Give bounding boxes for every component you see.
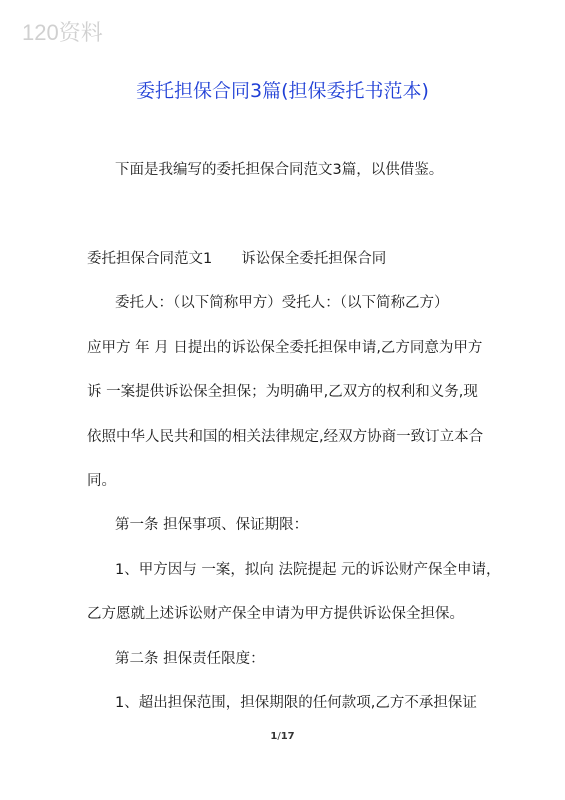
paragraph-line: 1、甲方因与 一案，拟向 法院提起 元的诉讼财产保全申请， bbox=[115, 562, 501, 578]
page-total: 17 bbox=[280, 731, 295, 742]
article-heading: 第一条 担保事项、保证期限： bbox=[115, 517, 309, 533]
section-heading: 委托担保合同范文1 诉讼保全委托担保合同 bbox=[87, 251, 387, 267]
paragraph-line: 委托人：（以下简称甲方）受托人：（以下简称乙方） bbox=[115, 295, 449, 311]
article-heading: 第二条 担保责任限度： bbox=[115, 651, 265, 667]
paragraph-line: 应甲方 年 月 日提出的诉讼保全委托担保申请,乙方同意为甲方 bbox=[87, 340, 483, 356]
watermark: 120资料 bbox=[22, 20, 103, 45]
page-number bbox=[0, 731, 565, 742]
paragraph-line: 1、超出担保范围，担保期限的任何款项,乙方不承担保证 bbox=[115, 695, 477, 711]
paragraph-line: 同。 bbox=[87, 473, 116, 489]
document-title: 委托担保合同3篇(担保委托书范本) bbox=[136, 80, 429, 102]
intro-paragraph: 下面是我编写的委托担保合同范文3篇，以供借鉴。 bbox=[115, 162, 444, 178]
paragraph-line: 依照中华人民共和国的相关法律规定,经双方协商一致订立本合 bbox=[87, 429, 484, 445]
page-current: 1 bbox=[270, 731, 278, 742]
paragraph-line: 诉 一案提供诉讼保全担保；为明确甲,乙双方的权利和义务,现 bbox=[87, 384, 478, 400]
page-separator: / bbox=[277, 731, 281, 742]
paragraph-line: 乙方愿就上述诉讼财产保全申请为甲方提供诉讼保全担保。 bbox=[87, 606, 464, 622]
